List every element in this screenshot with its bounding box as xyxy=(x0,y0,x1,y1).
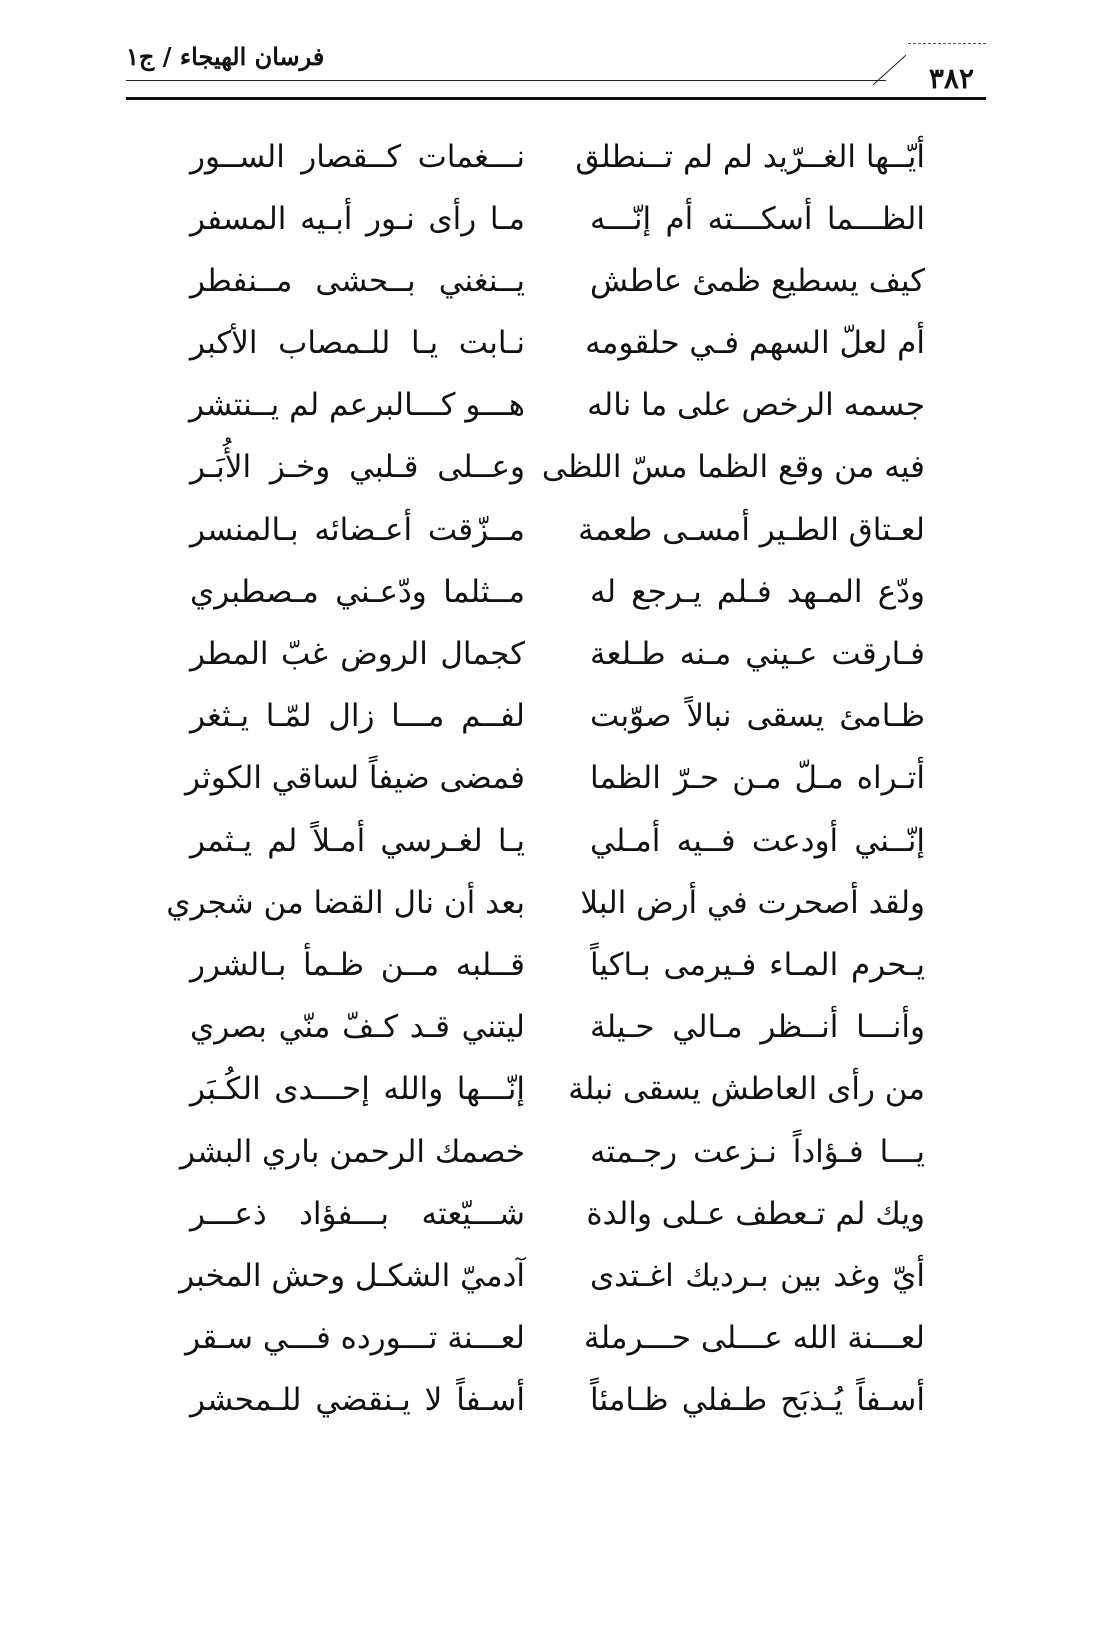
verse-row xyxy=(190,499,925,561)
second-hemistich: فمضى ضيفاً لساقي الكوثر xyxy=(185,760,525,797)
first-hemistich: يـــا فـؤاداً نـزعت رجـمته xyxy=(590,1133,925,1170)
verse-row xyxy=(190,934,925,996)
second-hemistich: وعــلى قـلبي وخـز الأُبَـر xyxy=(190,449,525,486)
page-header xyxy=(126,38,986,100)
first-hemistich: ودّع المـهد فـلم يـرجع له xyxy=(590,573,925,610)
verse-row xyxy=(179,1245,925,1307)
second-hemistich: مــزّقت أعـضائه بـالمنسر xyxy=(190,511,525,548)
second-hemistich: قــلبه مــن ظـمأ بـالشرر xyxy=(190,946,525,983)
verse-row xyxy=(190,188,925,250)
first-hemistich: أسـفاً يُـذبَح طـفلي ظـامئاً xyxy=(590,1382,925,1419)
second-hemistich: خصمك الرحمن باري البشر xyxy=(180,1133,525,1170)
verse-row xyxy=(190,1370,925,1432)
first-hemistich: وأنـــا أنــظر مـالي حـيلة xyxy=(590,1009,925,1046)
header-thick-rule xyxy=(126,97,986,100)
first-hemistich: لعـتاق الطـير أمسـى طعمة xyxy=(578,511,925,548)
first-hemistich: أيّ وغد بين بـرديك اغـتدى xyxy=(590,1257,925,1294)
poem-body xyxy=(166,126,925,1432)
first-hemistich: ولقد أصحرت في أرض البلا xyxy=(580,884,925,921)
verse-row xyxy=(166,872,925,934)
second-hemistich: بعد أن نال القضا من شجري xyxy=(166,884,525,921)
header-top-mark xyxy=(908,43,986,44)
first-hemistich: الظـــما أسكـــته أم إنّـــه xyxy=(590,200,925,237)
second-hemistich: لفــم مـــا زال لمّـا يـثغر xyxy=(190,698,525,735)
first-hemistich: أتـراه مـلّ مـن حـرّ الظما xyxy=(590,760,925,797)
verse-row xyxy=(190,561,925,623)
first-hemistich: ويك لم تـعطف عـلى والدة xyxy=(586,1195,925,1232)
first-hemistich: فيه من وقع الظما مسّ اللظى xyxy=(541,449,925,486)
verse-row xyxy=(190,810,925,872)
verse-row xyxy=(190,250,925,312)
second-hemistich: لعـــنة تـــورده فـــي سـقر xyxy=(185,1320,525,1357)
first-hemistich: أم لعلّ السهم فـي حلقومه xyxy=(585,325,925,362)
verse-row xyxy=(190,126,925,188)
first-hemistich: كيف يسطيع ظمئ عاطش xyxy=(590,262,925,299)
verse-row xyxy=(180,1121,925,1183)
first-hemistich: لعـــنة الله عـــلى حـــرملة xyxy=(584,1320,925,1357)
verse-row xyxy=(190,1059,925,1121)
header-thin-rule xyxy=(126,80,886,81)
verse-row xyxy=(190,997,925,1059)
verse-row xyxy=(190,624,925,686)
second-hemistich: يـا لغـرسي أمـلاً لم يـثمر xyxy=(190,822,525,859)
verse-row xyxy=(190,375,925,437)
book-title: فرسان الهيجاء / ج١ xyxy=(126,42,325,71)
second-hemistich: يــنغني بــحشى مــنفطر xyxy=(190,262,525,299)
second-hemistich: نـــغمات كــقصار الســور xyxy=(190,138,525,175)
second-hemistich: إنّـــها والله إحـــدى الكُـبَر xyxy=(190,1071,525,1108)
first-hemistich: إنّــني أودعت فــيه أمـلي xyxy=(590,822,925,859)
second-hemistich: شـــيّعته بـــفؤاد ذعـــر xyxy=(190,1195,525,1232)
verse-row xyxy=(190,437,925,499)
first-hemistich: جسمه الرخص على ما ناله xyxy=(587,387,925,424)
second-hemistich: هـــو كـــالبرعم لم يــنتشر xyxy=(189,387,525,424)
second-hemistich: آدميّ الشكـل وحش المخبر xyxy=(179,1257,525,1294)
first-hemistich: ظـامئ يسقى نبالاً صوّبت xyxy=(590,698,925,735)
second-hemistich: نـابت يـا للـمصاب الأكبر xyxy=(190,325,525,362)
verse-row xyxy=(190,1183,925,1245)
second-hemistich: مــثلما ودّعـني مـصطبري xyxy=(190,573,525,610)
first-hemistich: أيّــها الغــرّيد لم لم تــنطلق xyxy=(575,138,925,175)
verse-row xyxy=(185,1308,925,1370)
first-hemistich: من رأى العاطش يسقى نبلة xyxy=(568,1071,925,1108)
header-slash-ornament xyxy=(873,55,906,85)
page-number: ٣٨٢ xyxy=(928,62,974,95)
first-hemistich: يـحرم المـاء فـيرمى بـاكياً xyxy=(590,946,925,983)
second-hemistich: أسـفاً لا يـنقضي للـمحشر xyxy=(190,1382,525,1419)
first-hemistich: فـارقت عـيني مـنه طـلعة xyxy=(590,636,925,672)
verse-row xyxy=(190,686,925,748)
second-hemistich: ليتني قـد كـفّ منّي بصري xyxy=(190,1009,525,1046)
verse-row xyxy=(185,748,925,810)
second-hemistich: مـا رأى نـور أبـيه المسفر xyxy=(190,200,525,237)
verse-row xyxy=(190,313,925,375)
second-hemistich: كجمال الروض غبّ المطر xyxy=(190,636,525,672)
